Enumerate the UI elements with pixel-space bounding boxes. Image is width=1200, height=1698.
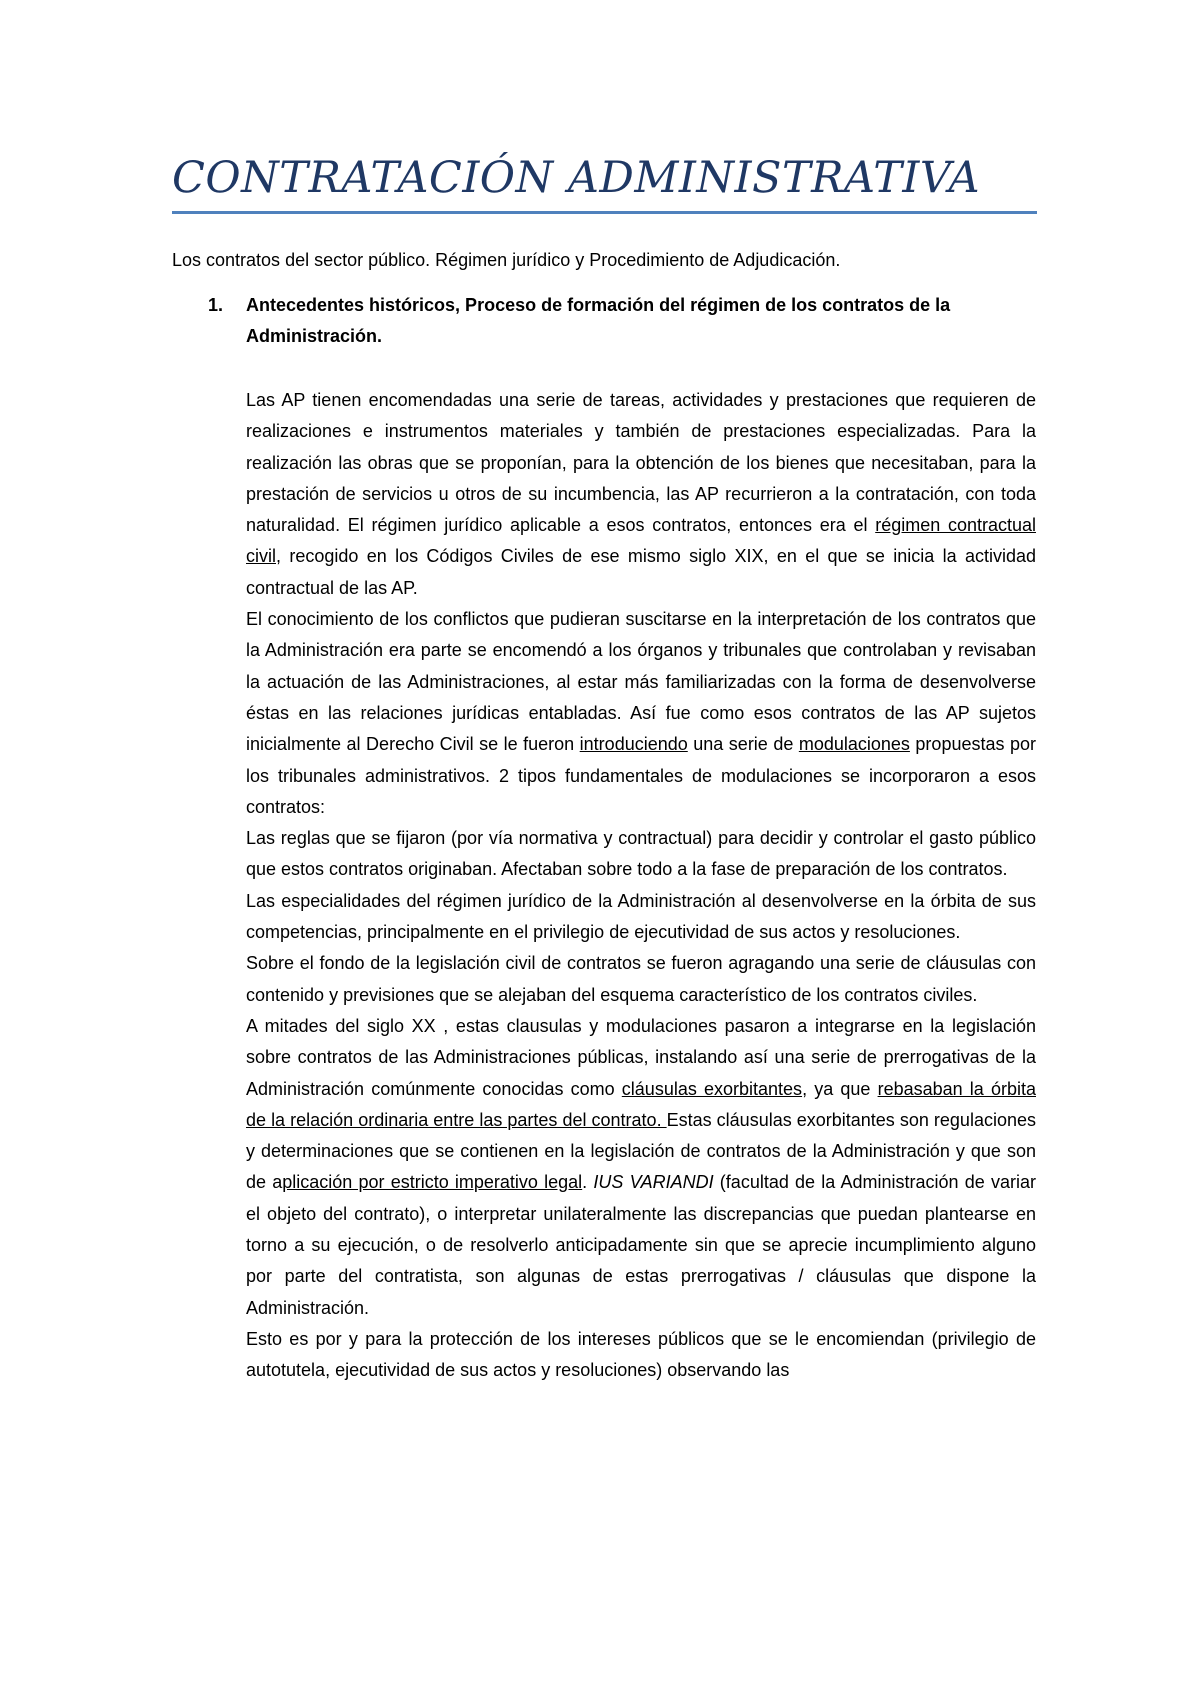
underlined-text: cláusulas exorbitantes	[621, 1078, 803, 1099]
document-title: CONTRATACIÓN ADMINISTRATIVA	[172, 153, 981, 203]
paragraph-5: Sobre el fondo de la legislación civil de contratos se fueron agragando una serie de cláusulas con contenido y previsiones que se alejaban del esquema característico de los contratos civiles.	[246, 953, 1036, 1005]
paragraph-7: Esto es por y para la protección de los intereses públicos que se le encomiendan (privilegio de autotutela, ejecutividad de sus actos y resoluciones) observando las	[246, 1328, 1036, 1381]
document-subtitle: Los contratos del sector público. Régimen jurídico y Procedimiento de Adjudicación.	[172, 250, 841, 270]
italic-text: IUS VARIANDI	[593, 1172, 714, 1193]
text-run: Estas cláusulas exorbitantes son regulaciones y determinaciones que se contienen en la legislación de contratos de la Administración y que son de a	[246, 1109, 1036, 1193]
underlined-text: rebasaban la órbita de la relación ordinaria entre las partes del contrato.	[246, 1078, 1036, 1130]
underlined-text: introduciendo	[579, 734, 688, 755]
underlined-text: régimen contractual civil	[246, 515, 1036, 567]
paragraph-1	[246, 385, 1036, 604]
text-run: Las AP tienen encomendadas una serie de tareas, actividades y prestaciones que requieren de realizaciones e instrumentos materiales y también de prestaciones especializadas. Para la realización las obras que se proponían, para la obtención de los bienes que necesitaban, para la prestación de servicios u otros de su incumbencia, las AP recurrieron a la contratación, con toda naturalidad. El régimen jurídico aplicable a esos contratos, entonces era el	[246, 390, 1036, 536]
section-number: 1.	[208, 295, 224, 315]
section-body	[246, 385, 1036, 1387]
underlined-text: plicación por estricto imperativo legal	[282, 1172, 583, 1193]
paragraph-3: Las reglas que se fijaron (por vía normativa y contractual) para decidir y controlar el gasto público que estos contratos originaban. Afectaban sobre todo a la fase de preparación de los contratos.	[246, 828, 1036, 880]
text-run: El conocimiento de los conflictos que pudieran suscitarse en la interpretación de los contratos que la Administración era parte se encomendó a los órganos y tribunales que controlaban y revisaban la actuación de las Administraciones, al estar más familiarizadas con la forma de desenvolverse éstas en las relaciones jurídicas entabladas. Así fue como esos contratos de las AP sujetos inicialmente al Derecho Civil se le fueron	[246, 609, 1036, 755]
title-underline-rule	[172, 211, 1037, 214]
text-run: propuestas por los tribunales administrativos. 2 tipos fundamentales de modulaciones se incorporaron a esos contratos:	[246, 734, 1037, 817]
text-run: .	[582, 1172, 594, 1193]
section-heading: Antecedentes históricos, Proceso de formación del régimen de los contratos de la Administración.	[246, 295, 951, 346]
paragraph-4: Las especialidades del régimen jurídico de la Administración al desenvolverse en la órbita de sus competencias, principalmente en el privilegio de ejecutividad de sus actos y resoluciones.	[246, 890, 1036, 943]
text-run: una serie de	[687, 734, 799, 755]
text-run: , ya que	[802, 1078, 878, 1099]
text-run: (facultad de la Administración de variar el objeto del contrato), o interpretar unilateralmente las discrepancias que puedan plantearse en torno a su ejecución, o de resolverlo anticipadamente sin que se aprecie incumplimiento alguno por parte del contratista, son algunas de estas prerrogativas / cláusulas que dispone la Administración.	[246, 1172, 1036, 1318]
text-run: A mitades del siglo XX , estas clausulas y modulaciones pasaron a integrarse en la legislación sobre contratos de las Administraciones públicas, instalando así una serie de prerrogativas de la Administración comúnmente conocidas como	[246, 1015, 1036, 1099]
underlined-text: modulaciones	[798, 734, 910, 755]
paragraph-2	[246, 604, 1036, 823]
paragraph-6	[246, 1011, 1036, 1324]
text-run: , recogido en los Códigos Civiles de ese mismo siglo XIX, en el que se inicia la actividad contractual de las AP.	[246, 546, 1036, 598]
